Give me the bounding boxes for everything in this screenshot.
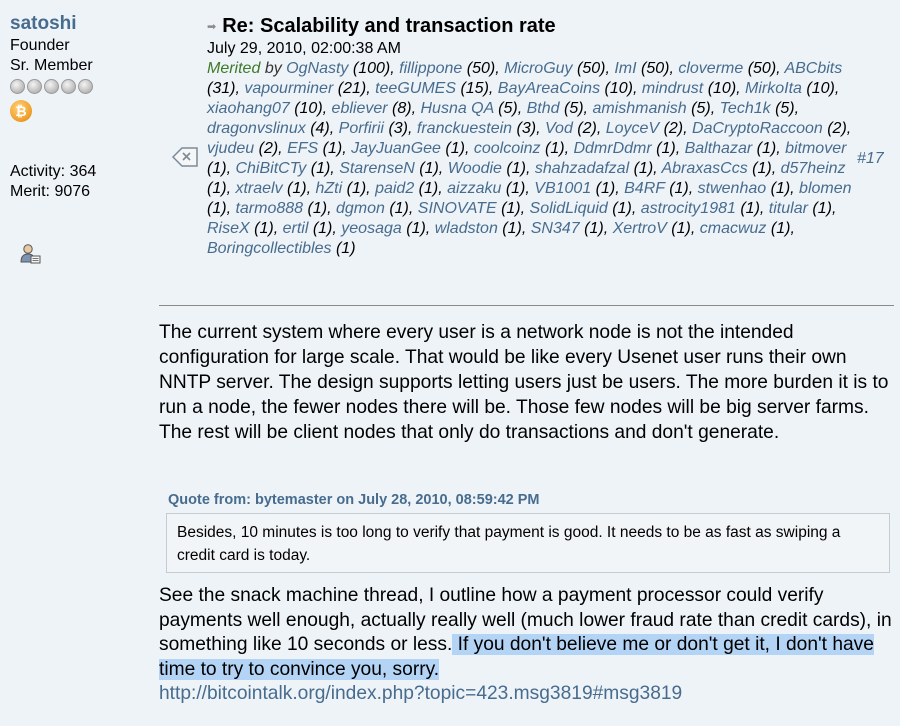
rank-stars: [10, 79, 160, 95]
star-icon: [78, 79, 93, 94]
merit-user-link[interactable]: RiseX: [207, 220, 250, 237]
merit-count: (21): [337, 80, 367, 97]
merit-count: (50): [466, 60, 496, 77]
poster-name[interactable]: satoshi: [10, 13, 77, 34]
merit-count: (1): [207, 160, 227, 177]
merit-user-link[interactable]: fillippone: [399, 60, 463, 77]
merit-user-link[interactable]: EFS: [287, 140, 319, 157]
merit-user-link[interactable]: dgmon: [335, 200, 385, 217]
selected-text-highlight: If you don't believe me or don't get it, I don't have time to try to convince you, sorry.: [159, 634, 874, 680]
merited-label: Merited: [207, 60, 261, 77]
merit-count: (15): [460, 80, 489, 97]
merit-count: (1): [740, 200, 760, 217]
merit-count: (5): [563, 100, 584, 117]
merit-count: (1): [418, 180, 439, 197]
merit-user-link[interactable]: hZti: [315, 180, 343, 197]
merit-user-link[interactable]: coolcoinz: [473, 140, 541, 157]
poster-info: [10, 12, 160, 122]
merit-count: (1): [612, 200, 632, 217]
merit-user-link[interactable]: amishmanish: [592, 100, 687, 117]
merit-user-link[interactable]: cloverme: [678, 60, 744, 77]
post-number[interactable]: #17: [857, 150, 884, 167]
merit-user-link[interactable]: Husna QA: [420, 100, 494, 117]
merit-user-link[interactable]: SN347: [530, 220, 580, 237]
merit-count: (5): [691, 100, 711, 117]
merit-count: (1): [307, 200, 328, 217]
merit-count: (3): [516, 120, 537, 137]
merit-count: (2): [663, 120, 684, 137]
quote-box: Besides, 10 minutes is too long to verify that payment is good. It needs to be as fast as swiping a credit card is today.: [166, 513, 890, 573]
merit-user-link[interactable]: DaCryptoRaccoon: [692, 120, 823, 137]
merit-count: (1): [312, 220, 333, 237]
merit-count: (50): [576, 60, 606, 77]
merit-count: (31): [207, 80, 236, 97]
header-divider: [159, 305, 894, 306]
merit-user-link[interactable]: paid2: [375, 180, 415, 197]
merit-user-link[interactable]: d57heinz: [780, 160, 846, 177]
merit-user-link[interactable]: franckuestein: [416, 120, 513, 137]
merit-count: (1): [254, 220, 274, 237]
merit-count: (50): [747, 60, 777, 77]
merit-user-link[interactable]: teeGUMES: [375, 80, 456, 97]
merit-user-link[interactable]: shahzadafzal: [534, 160, 630, 177]
merit-user-link[interactable]: Boringcollectibles: [207, 240, 332, 257]
star-icon: [10, 79, 25, 94]
poster-stats: [10, 162, 96, 202]
quote-header[interactable]: Quote from: bytemaster on July 28, 2010, 08:59:42 PM: [168, 492, 540, 508]
merit-user-link[interactable]: yeosaga: [341, 220, 402, 237]
merit-user-link[interactable]: Vod: [544, 120, 573, 137]
merit-count: (1): [770, 180, 791, 197]
merit-user-link[interactable]: stwenhao: [697, 180, 767, 197]
merit-user-link[interactable]: wladston: [434, 220, 498, 237]
merit-count: (10): [707, 80, 737, 97]
poster-rank: Sr. Member: [10, 57, 93, 74]
merit-user-link[interactable]: XertroV: [612, 220, 667, 237]
merit-count: (2): [258, 140, 279, 157]
star-icon: [61, 79, 76, 94]
merit-count: (1): [633, 160, 654, 177]
merit-stat: Merit: 9076: [10, 183, 91, 200]
merit-user-link[interactable]: StarenseN: [339, 160, 415, 177]
merit-user-link[interactable]: mindrust: [641, 80, 704, 97]
merit-user-link[interactable]: bitmover: [785, 140, 847, 157]
merit-count: (10): [806, 80, 835, 97]
merit-user-link[interactable]: SINOVATE: [417, 200, 497, 217]
merit-user-link[interactable]: BayAreaCoins: [497, 80, 601, 97]
merit-user-link[interactable]: JayJuanGee: [351, 140, 441, 157]
merit-count: (3): [388, 120, 408, 137]
poster-title: Founder: [10, 37, 70, 54]
merit-count: (1): [419, 160, 439, 177]
merit-count: (4): [310, 120, 330, 137]
merit-user-link[interactable]: xtraelv: [235, 180, 283, 197]
merit-user-link[interactable]: astrocity1981: [640, 200, 736, 217]
merit-count: (1): [756, 140, 777, 157]
merit-user-link[interactable]: ImI: [614, 60, 637, 77]
bitcoin-badge-icon: ₿: [10, 100, 32, 122]
merit-count: (1): [389, 200, 409, 217]
merit-count: (1): [346, 180, 367, 197]
merit-user-link[interactable]: ChiBitCTy: [235, 160, 307, 177]
merit-count: (5): [775, 100, 795, 117]
merit-count: (100): [352, 60, 391, 77]
subject-line: [207, 14, 857, 38]
merit-user-link[interactable]: ABCbits: [784, 60, 843, 77]
merit-count: (1): [335, 240, 356, 257]
merit-count: (1): [669, 180, 689, 197]
post-paragraph-1: The current system where every user is a network node is not the intended configuration for large scale. That would be like every Usenet user runs their own NNTP server. The design supports letting users just be users. The more burden it is to run a node, the fewer nodes there will be. Those few nodes will be big server farms. The rest will be client nodes that only do transactions and don't generate.: [159, 322, 889, 443]
merit-count: (1): [322, 140, 343, 157]
merit-user-link[interactable]: aizzaku: [447, 180, 502, 197]
merit-user-link[interactable]: MirkoIta: [745, 80, 802, 97]
post-header: [207, 14, 857, 259]
merit-user-link[interactable]: titular: [768, 200, 808, 217]
merit-count: (2): [827, 120, 847, 137]
activity-stat: Activity: 364: [10, 163, 97, 180]
merit-count: (1): [207, 180, 227, 197]
merit-user-link[interactable]: B4RF: [624, 180, 665, 197]
merit-user-link[interactable]: dragonvslinux: [207, 120, 306, 137]
merit-by-label: by: [264, 60, 282, 77]
merit-user-link[interactable]: xiaohang07: [207, 100, 290, 117]
merit-count: (1): [445, 140, 465, 157]
merit-count: (1): [770, 220, 791, 237]
merit-user-link[interactable]: MicroGuy: [504, 60, 573, 77]
merit-count: (1): [812, 200, 832, 217]
paragraph-2-text: See the snack machine thread, I outline how a payment processor could verify payments well enough, actually really well (much lower fraud rate than credit cards), in something like 10 seconds or less.: [159, 585, 892, 655]
merit-count: (1): [545, 140, 565, 157]
merit-count: (1): [595, 180, 616, 197]
merit-count: (2): [577, 120, 597, 137]
merit-count: (1): [506, 160, 526, 177]
merit-count: (1): [501, 200, 521, 217]
merit-user-link[interactable]: cmacwuz: [699, 220, 767, 237]
merit-user-link[interactable]: ertil: [282, 220, 309, 237]
merit-user-link[interactable]: AbraxasCcs: [661, 160, 748, 177]
merit-user-link[interactable]: LoyceV: [605, 120, 660, 137]
merit-user-link[interactable]: SolidLiquid: [529, 200, 608, 217]
merit-count: (1): [671, 220, 691, 237]
merit-user-link[interactable]: Bthd: [526, 100, 560, 117]
merit-user-link[interactable]: Tech1k: [719, 100, 771, 117]
merit-user-link[interactable]: ebliever: [331, 100, 388, 117]
merit-count: (1): [752, 160, 772, 177]
merit-user-link[interactable]: Woodie: [447, 160, 502, 177]
merit-user-link[interactable]: Porfirii: [338, 120, 384, 137]
merit-count: (10): [604, 80, 633, 97]
star-icon: [27, 79, 42, 94]
merit-count: (1): [502, 220, 522, 237]
merit-user-link[interactable]: blomen: [799, 180, 852, 197]
merit-user-link[interactable]: VB1001: [534, 180, 592, 197]
merit-user-link[interactable]: tarmo888: [235, 200, 304, 217]
merit-user-link[interactable]: OgNasty: [286, 60, 349, 77]
merit-count: (1): [505, 180, 526, 197]
merit-count: (10): [294, 100, 323, 117]
merit-count: (50): [641, 60, 670, 77]
post-link[interactable]: http://bitcointalk.org/index.php?topic=423.msg3819#msg3819: [159, 683, 683, 704]
post-date: July 29, 2010, 02:00:38 AM: [207, 40, 401, 57]
star-icon: [44, 79, 59, 94]
merit-count: (1): [656, 140, 676, 157]
merit-count: (1): [584, 220, 604, 237]
xx-post-icon: [170, 144, 200, 170]
merit-count: (8): [392, 100, 412, 117]
merit-user-link[interactable]: vjudeu: [207, 140, 255, 157]
post-subject[interactable]: Re: Scalability and transaction rate: [222, 14, 556, 37]
profile-icon[interactable]: [19, 243, 41, 265]
merit-user-link[interactable]: vapourminer: [244, 80, 334, 97]
merit-list: Merited by OgNasty (100), fillippone (50), MicroGuy (50), ImI (50), cloverme (50), ABCbits (31), vapourminer (21), teeGUMES (15), BayAreaCoins (10), mindrust (10), MirkoIta (10), xiaohang07 (10), ebliever (8), Husna QA (5), Bthd (5), amishmanish (5), Tech1k (5), dragonvslinux (4), Porfirii (3), franckuestein (3), Vod (2), LoyceV (2), DaCryptoRaccoon (2), vjudeu (2), EFS (1), JayJuanGee (1), coolcoinz (1), DdmrDdmr (1), Balthazar (1), bitmover (1), ChiBitCTy (1), StarenseN (1), Woodie (1), shahzadafzal (1), AbraxasCcs (1), d57heinz (1), xtraelv (1), hZti (1), paid2 (1), aizzaku (1), VB1001 (1), B4RF (1), stwenhao (1), blomen (1), tarmo888 (1), dgmon (1), SINOVATE (1), SolidLiquid (1), astrocity1981 (1), titular (1), RiseX (1), ertil (1), yeosaga (1), wladston (1), SN347 (1), XertroV (1), cmacwuz (1), Boringcollectibles (1): [207, 60, 852, 257]
merit-count: (1): [287, 180, 307, 197]
merit-count: (1): [207, 200, 227, 217]
merit-user-link[interactable]: Balthazar: [684, 140, 753, 157]
post-paragraph-2: [159, 584, 894, 707]
merit-count: (1): [406, 220, 426, 237]
merit-count: (1): [310, 160, 331, 177]
merit-user-link[interactable]: DdmrDdmr: [573, 140, 652, 157]
arrow-right-icon: ➡: [207, 20, 217, 33]
merit-count: (5): [498, 100, 518, 117]
